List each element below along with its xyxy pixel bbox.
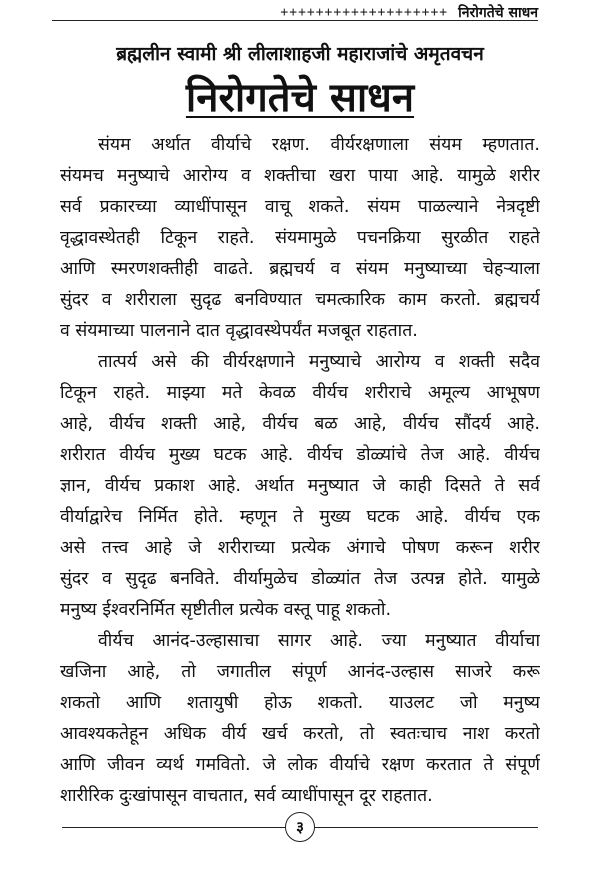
header-rule bbox=[52, 20, 538, 21]
text-line: संयमच मनुष्याचे आरोग्य व शक्तीचा खरा पाया आहे. यामुळे शरीर bbox=[60, 166, 540, 186]
text-line: व संयमाच्या पालनाने दात वृद्धावस्थेपर्यंत मजबूत राहतात. bbox=[60, 321, 418, 341]
text-line: शकतो आणि शतायुषी होऊ शकतो. याउलट जो मनुष्य bbox=[60, 693, 540, 713]
text-line: सुंदर व सुदृढ बनविते. वीर्यामुळेच डोळ्यांत तेज उत्पन्न होते. यामुळे bbox=[60, 569, 540, 589]
text-line: आवश्यकतेहून अधिक वीर्य खर्च करतो, तो स्वतःचाच नाश करतो bbox=[60, 724, 540, 744]
page-subtitle: ब्रह्मलीन स्वामी श्री लीलाशाहजी महाराजांचे अमृतवचन bbox=[116, 43, 484, 65]
text-line: शारीरिक दुःखांपासून वाचतात, सर्व व्याधींपासून दूर राहतात. bbox=[60, 786, 433, 806]
page-number: ३ bbox=[285, 812, 315, 842]
text-line: वृद्धावस्थेतही टिकून राहते. संयमामुळे पचनक्रिया सुरळीत राहते bbox=[60, 228, 540, 248]
body-text bbox=[60, 130, 540, 812]
header-ornament: +++++++++++++++++++ bbox=[280, 4, 449, 20]
text-line: सुंदर व शरीराला सुदृढ बनविण्यात चमत्कारिक काम करतो. ब्रह्मचर्य bbox=[60, 290, 540, 310]
footer bbox=[0, 812, 600, 842]
text-line: असे तत्त्व आहे जे शरीराच्या प्रत्येक अंगाचे पोषण करून शरीर bbox=[60, 538, 540, 558]
text-line: तात्पर्य असे की वीर्यरक्षणाने मनुष्याचे आरोग्य व शक्ती सदैव bbox=[98, 352, 540, 372]
running-header bbox=[62, 2, 538, 22]
text-line: टिकून राहते. माझ्या मते केवळ वीर्यच शरीराचे अमूल्य आभूषण bbox=[60, 383, 540, 403]
text-line: खजिना आहे, तो जगातील संपूर्ण आनंद-उल्हास साजरे करू bbox=[60, 662, 540, 682]
page-title: निरोगतेचे साधन bbox=[185, 75, 415, 121]
text-line: आहे, वीर्यच शक्ती आहे, वीर्यच बळ आहे, वीर्यच सौंदर्य आहे. bbox=[60, 414, 540, 434]
text-line: संयम अर्थात वीर्याचे रक्षण. वीर्यरक्षणाला संयम म्हणतात. bbox=[98, 135, 540, 155]
paragraph bbox=[60, 130, 540, 347]
running-title: निरोगतेचे साधन bbox=[458, 4, 538, 21]
text-line: वीर्यच आनंद-उल्हासाचा सागर आहे. ज्या मनुष्यात वीर्याचा bbox=[98, 631, 540, 651]
text-line: शरीरात वीर्यच मुख्य घटक आहे. वीर्यच डोळ्यांचे तेज आहे. वीर्यच bbox=[60, 445, 540, 465]
text-line: सर्व प्रकारच्या व्याधींपासून वाचू शकते. संयम पाळल्याने नेत्रदृष्टी bbox=[60, 197, 540, 217]
text-line: आणि जीवन व्यर्थ गमवितो. जे लोक वीर्याचे रक्षण करतात ते संपूर्ण bbox=[60, 755, 540, 775]
text-line: मनुष्य ईश्वरनिर्मित सृष्टीतील प्रत्येक वस्तू पाहू शकतो. bbox=[60, 600, 392, 620]
text-line: वीर्याद्वारेच निर्मित होते. म्हणून ते मुख्य घटक आहे. वीर्यच एक bbox=[60, 507, 540, 527]
paragraph bbox=[60, 626, 540, 812]
paragraph bbox=[60, 347, 540, 626]
text-line: ज्ञान, वीर्यच प्रकाश आहे. अर्थात मनुष्यात जे काही दिसते ते सर्व bbox=[60, 476, 540, 496]
text-line: आणि स्मरणशक्तीही वाढते. ब्रह्मचर्य व संयम मनुष्याच्या चेहऱ्याला bbox=[60, 259, 540, 279]
